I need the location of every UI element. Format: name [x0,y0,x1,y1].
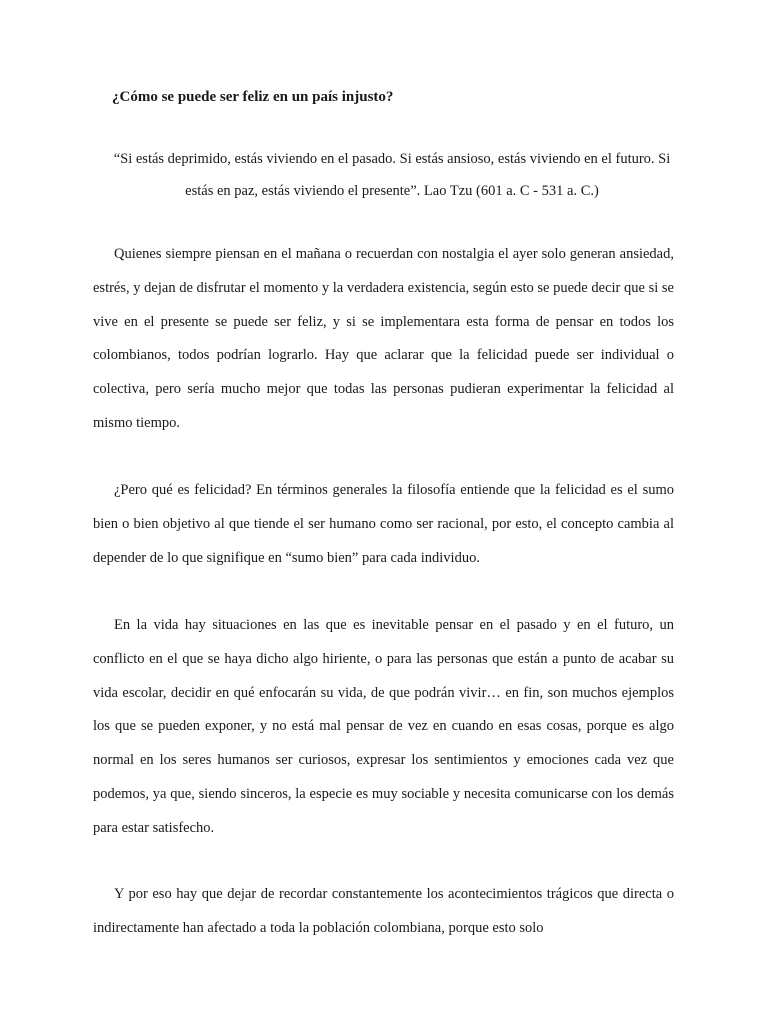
paragraph-1-text: Quienes siempre piensan en el mañana o recuerdan con nostalgia el ayer solo generan ansiedad, estrés, y dejan de disfrutar el momento y la verdadera existencia, según esto se puede decir que si se vive en el presente se puede ser feliz, y si se implementara esta forma de pensar en todos los colombianos, todos podrían lograrlo. Hay que aclarar que la felicidad puede ser individual o colectiva, pero sería mucho mejor que todas las personas pudieran experimentar la felicidad al mismo tiempo. [93,246,674,431]
paragraph-2-text: ¿Pero qué es felicidad? En términos generales la filosofía entiende que la felicidad es el sumo bien o bien objetivo al que tiende el ser humano como ser racional, por esto, el concepto cambia al depender de lo que signifique en “sumo bien” para cada individuo. [93,482,674,566]
paragraph-3 [93,609,674,846]
document-title: ¿Cómo se puede ser feliz en un país injusto? [112,89,394,105]
epigraph-quote: “Si estás deprimido, estás viviendo en el pasado. Si estás ansioso, estás viviendo en el futuro. Si estás en paz, estás viviendo el presente”. Lao Tzu (601 a. C - 531 a. C.) [113,151,671,199]
paragraph-2 [93,474,674,575]
paragraph-1 [93,238,674,441]
paragraph-4 [93,878,674,946]
paragraph-3-text: En la vida hay situaciones en las que es inevitable pensar en el pasado y en el futuro, un conflicto en el que se haya dicho algo hiriente, o para las personas que están a punto de acabar su vida escolar, decidir en qué enfocarán su vida, de que podrán vivir… en fin, son muchos ejemplos los que se pueden exponer, y no está mal pensar de vez en cuando en esas cosas, porque es algo normal en los seres humanos ser curiosos, expresar los sentimientos y emociones cada vez que podemos, ya que, siendo sinceros, la especie es muy sociable y necesita comunicarse con los demás para estar satisfecho. [93,617,674,836]
paragraph-4-text: Y por eso hay que dejar de recordar constantemente los acontecimientos trágicos que directa o indirectamente han afectado a toda la población colombiana, porque esto solo [93,886,674,936]
